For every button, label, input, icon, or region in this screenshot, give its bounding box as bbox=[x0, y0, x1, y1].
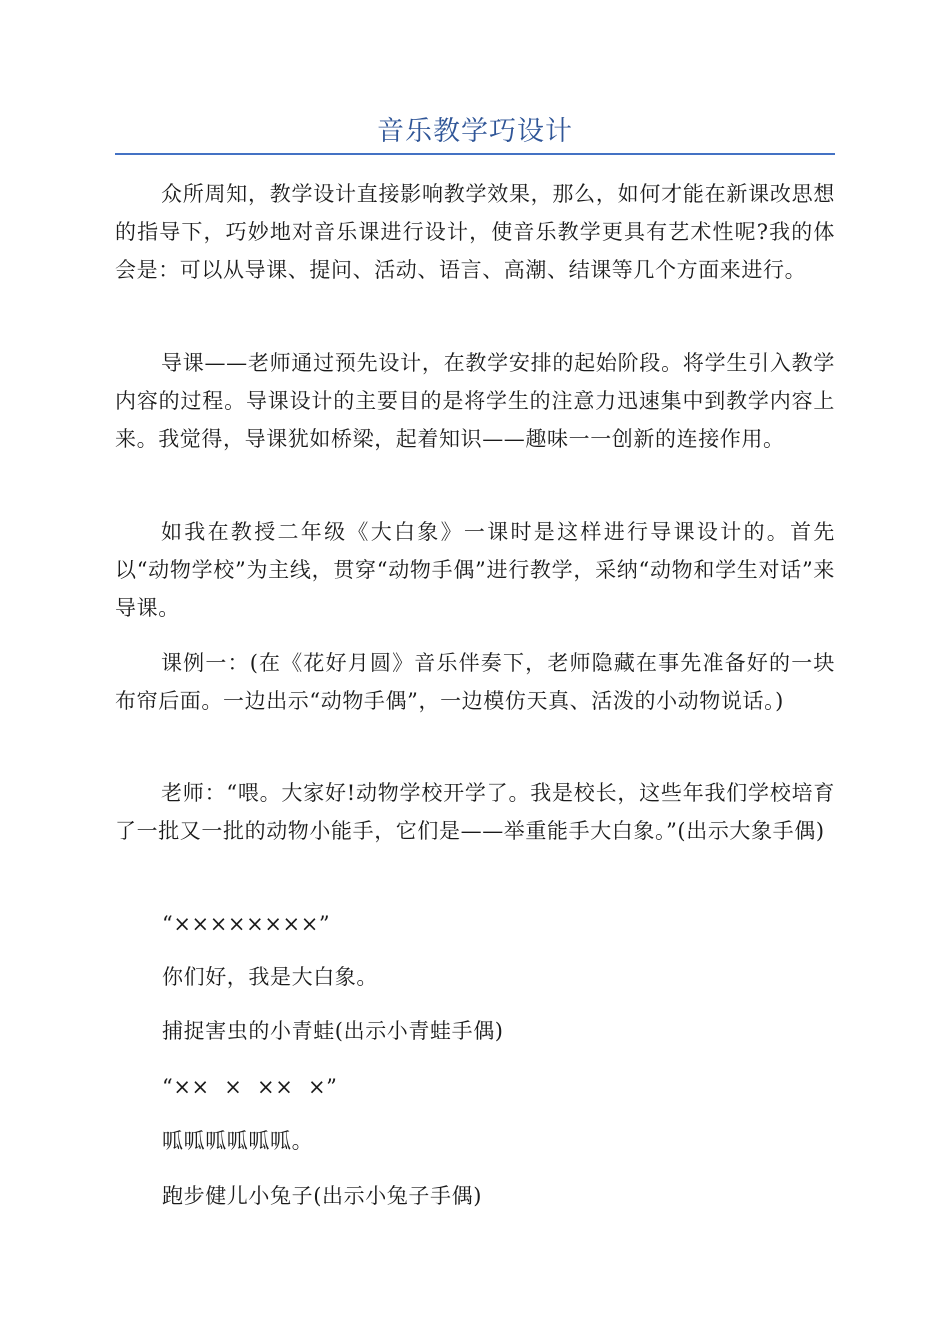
paragraph-text: 众所周知，教学设计直接影响教学效果，那么，如何才能在新课改思想的指导下，巧妙地对音乐课进行设计，使音乐教学更具有艺术性呢?我的体会是：可以从导课、提问、活动、语言、高潮、结课等几个方面来进行。 bbox=[115, 182, 835, 282]
paragraph-5 bbox=[115, 774, 835, 850]
paragraph-4 bbox=[115, 644, 835, 720]
rhythm-line: “××××××××” bbox=[162, 912, 331, 936]
paragraph-text: 如我在教授二年级《大白象》一课时是这样进行导课设计的。首先以“动物学校”为主线，贯穿“动物手偶”进行教学，采纳“动物和学生对话”来导课。 bbox=[115, 520, 835, 620]
rhythm-line: “×× × ×× ×” bbox=[162, 1075, 338, 1099]
paragraph-text: 老师：“喂。大家好!动物学校开学了。我是校长，这些年我们学校培育了一批又一批的动物小能手，它们是——举重能手大白象。”(出示大象手偶) bbox=[115, 781, 835, 843]
paragraph-3 bbox=[115, 513, 835, 627]
paragraph-text: 课例一：(在《花好月圆》音乐伴奏下，老师隐藏在事先准备好的一块布帘后面。一边出示“动物手偶”，一边模仿天真、活泼的小动物说话。) bbox=[115, 651, 835, 713]
dialogue-line: 你们好，我是大白象。 bbox=[162, 965, 378, 989]
paragraph-text: 导课——老师通过预先设计，在教学安排的起始阶段。将学生引入教学内容的过程。导课设计的主要目的是将学生的注意力迅速集中到教学内容上来。我觉得，导课犹如桥梁，起着知识——趣味一一创新的连接作用。 bbox=[115, 351, 835, 451]
dialogue-line: 跑步健儿小兔子(出示小兔子手偶) bbox=[162, 1184, 482, 1208]
document-title: 音乐教学巧设计 bbox=[377, 116, 573, 147]
dialogue-line: 呱呱呱呱呱呱。 bbox=[162, 1129, 314, 1153]
paragraph-1 bbox=[115, 175, 835, 289]
dialogue-line: 捕捉害虫的小青蛙(出示小青蛙手偶) bbox=[162, 1019, 504, 1043]
title-underline bbox=[115, 153, 835, 155]
paragraph-2 bbox=[115, 344, 835, 458]
